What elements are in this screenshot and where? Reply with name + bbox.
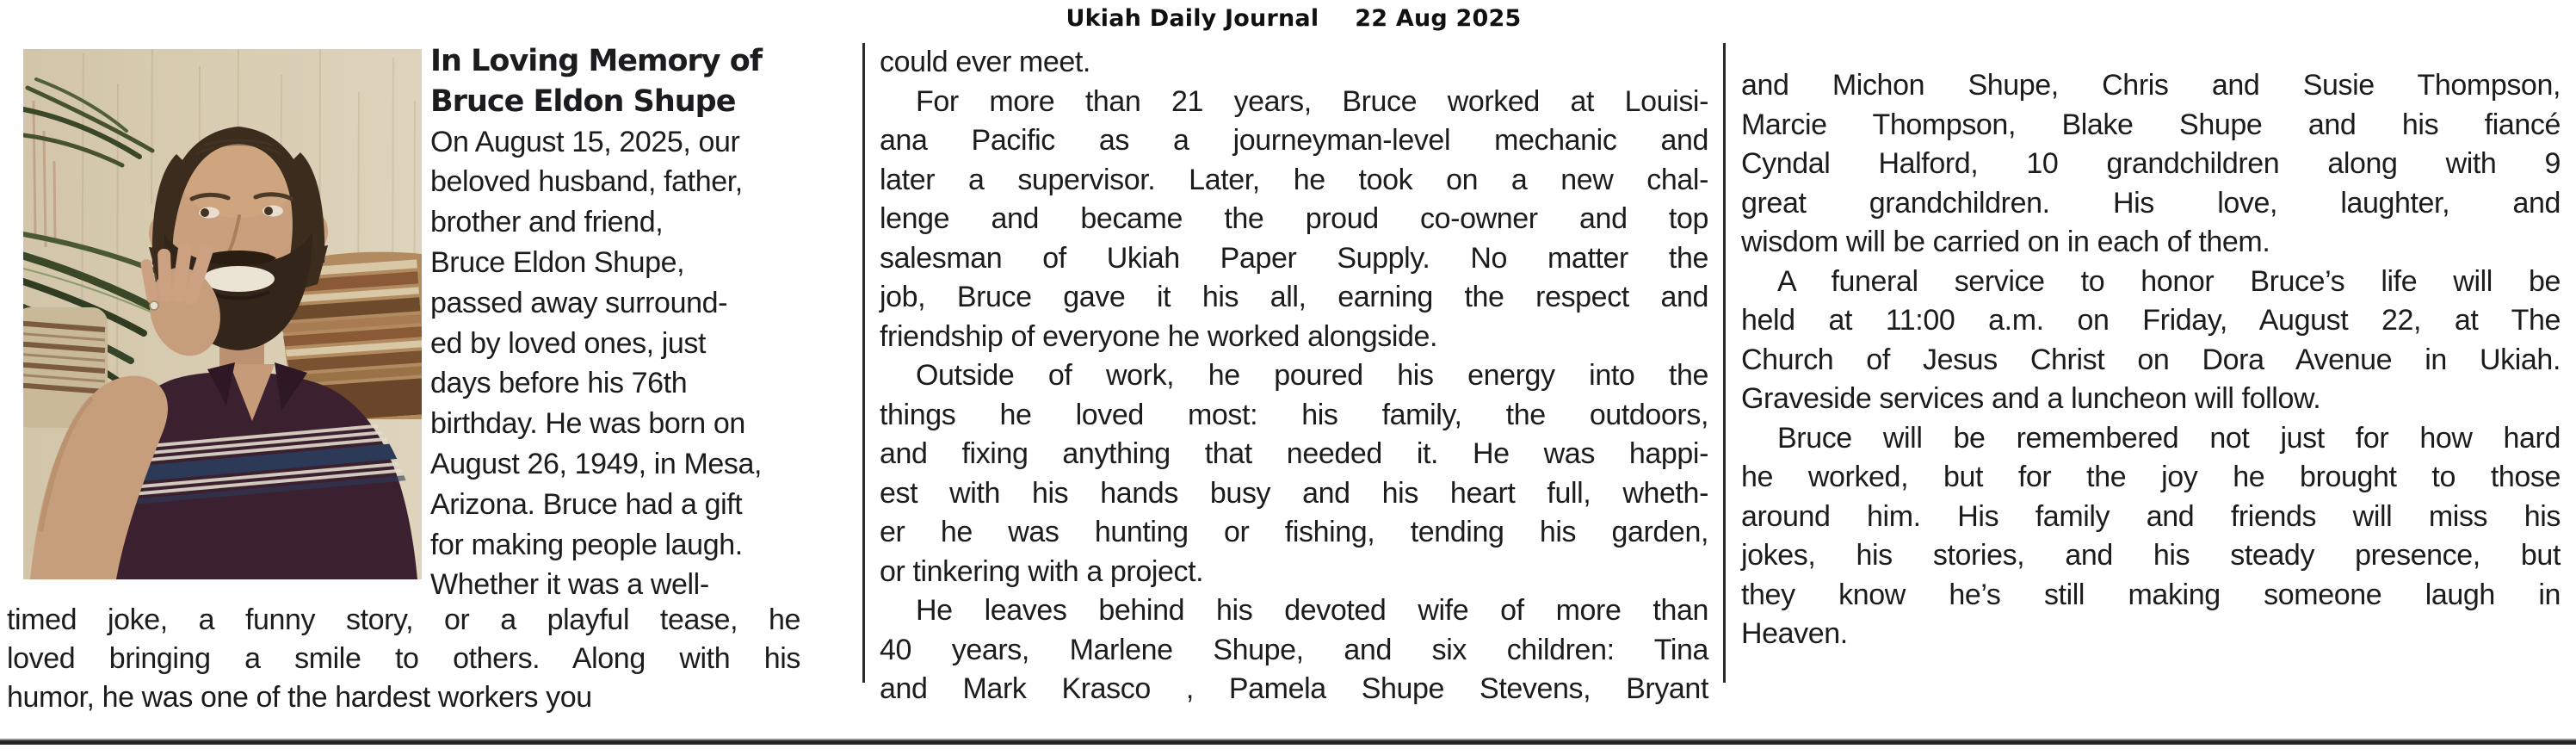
obituary-text-line: passed away surround-: [430, 286, 728, 319]
obituary-text-line: friendship of everyone he worked alongside.: [880, 319, 1438, 353]
obituary-text-line: Arizona. Bruce had a gift: [430, 487, 743, 521]
obituary-text-line: A funeral service to honor Bruce’s life will be: [1777, 264, 2561, 298]
obituary-text-line: loved bringing a smile to others. Along with his: [7, 642, 800, 675]
obituary-title-line: In Loving Memory of: [430, 44, 763, 78]
obituary-text-line: could ever meet.: [880, 46, 1090, 78]
obituary-text-line: Graveside services and a luncheon will follow.: [1741, 382, 2321, 415]
obituary-text-line: On August 15, 2025, our: [430, 125, 740, 158]
obituary-text-line: 40 years, Marlene Shupe, and six children: Tina: [880, 633, 1708, 666]
obituary-text-line: for making people laugh.: [430, 528, 743, 561]
obituary-text-line: and fixing anything that needed it. He was happi-: [880, 437, 1708, 470]
obituary-text-line: Bruce Eldon Shupe,: [430, 245, 685, 279]
issue-date: 22 Aug 2025: [1355, 5, 1522, 32]
column-3-text: [1741, 66, 2561, 654]
obituary-text-line: timed joke, a funny story, or a playful tease, he: [7, 603, 800, 636]
obituary-text-line: brother and friend,: [430, 206, 664, 239]
obituary-text-line: things he loved most: his family, the outdoors,: [880, 398, 1708, 431]
obituary-text-line: held at 11:00 a.m. on Friday, August 22, at The: [1741, 304, 2561, 337]
obituary-photo: [23, 49, 422, 579]
obituary-text-line: est with his hands busy and his heart full, wheth-: [880, 476, 1708, 510]
ring: [150, 301, 158, 310]
obituary-text-line: For more than 21 years, Bruce worked at Louisi-: [916, 84, 1708, 118]
obituary-text-line: lenge and became the proud co-owner and top: [880, 202, 1708, 235]
obituary-text-line: days before his 76th: [430, 367, 688, 400]
obituary-text-line: Whether it was a well-: [430, 568, 709, 602]
obituary-text-line: he worked, but for the joy he brought to those: [1741, 461, 2561, 493]
obituary-text-line: later a supervisor. Later, he took on a new chal-: [880, 163, 1708, 196]
obituary-title-line: Bruce Eldon Shupe: [430, 84, 736, 119]
bottom-rule: [0, 739, 2576, 745]
obituary-text-line: He leaves behind his devoted wife of more than: [916, 594, 1708, 627]
obituary-text-line: Church of Jesus Christ on Dora Avenue in Ukiah.: [1741, 343, 2561, 376]
obituary-text-line: birthday. He was born on: [430, 407, 745, 441]
obituary-text-line: wisdom will be carried on in each of them.: [1741, 226, 2270, 258]
obituary-text-line: humor, he was one of the hardest workers you: [7, 681, 592, 714]
obituary-text-line: Heaven.: [1741, 617, 1848, 650]
obituary-text-line: ana Pacific as a journeyman-level mechanic and: [880, 124, 1708, 157]
obituary-text-line: or tinkering with a project.: [880, 554, 1204, 588]
publication-name: Ukiah Daily Journal: [1066, 5, 1319, 32]
obituary-text-line: and Mark Krasco , Pamela Shupe Stevens, Bryant: [880, 672, 1708, 705]
obituary-text-line: Outside of work, he poured his energy into the: [916, 359, 1708, 392]
obituary-text-line: job, Bruce gave it his all, earning the respect and: [880, 281, 1708, 313]
obituary-text-line: beloved husband, father,: [430, 165, 743, 199]
obituary-text-line: Bruce will be remembered not just for how hard: [1777, 421, 2561, 455]
obituary-text-line: Cyndal Halford, 10 grandchildren along with 9: [1741, 147, 2561, 180]
column-1-text-full-width: [7, 601, 800, 717]
smile: [202, 266, 275, 292]
obituary-text-line: jokes, his stories, and his steady presence, but: [1741, 539, 2561, 572]
obituary-text-line: Marcie Thompson, Blake Shupe and his fiancé: [1741, 108, 2561, 141]
obituary-text-line: they know he’s still making someone laugh in: [1741, 578, 2561, 611]
column-divider: [862, 43, 865, 683]
obituary-text-line: around him. His family and friends will miss his: [1741, 499, 2561, 533]
obituary-text-line: ed by loved ones, just: [430, 326, 707, 360]
column-divider: [1723, 43, 1726, 683]
obituary-text-line: salesman of Ukiah Paper Supply. No matter the: [880, 241, 1708, 275]
obituary-text-line: er he was hunting or fishing, tending his garden,: [880, 516, 1708, 548]
obituary-text-line: and Michon Shupe, Chris and Susie Thompson,: [1741, 69, 2561, 102]
column-2-text: [880, 43, 1708, 709]
obituary-text-line: great grandchildren. His love, laughter, and: [1741, 186, 2561, 220]
page-header: [863, 5, 1724, 32]
column-1-text-beside-photo: [430, 41, 828, 605]
obituary-text-line: August 26, 1949, in Mesa,: [430, 447, 763, 480]
